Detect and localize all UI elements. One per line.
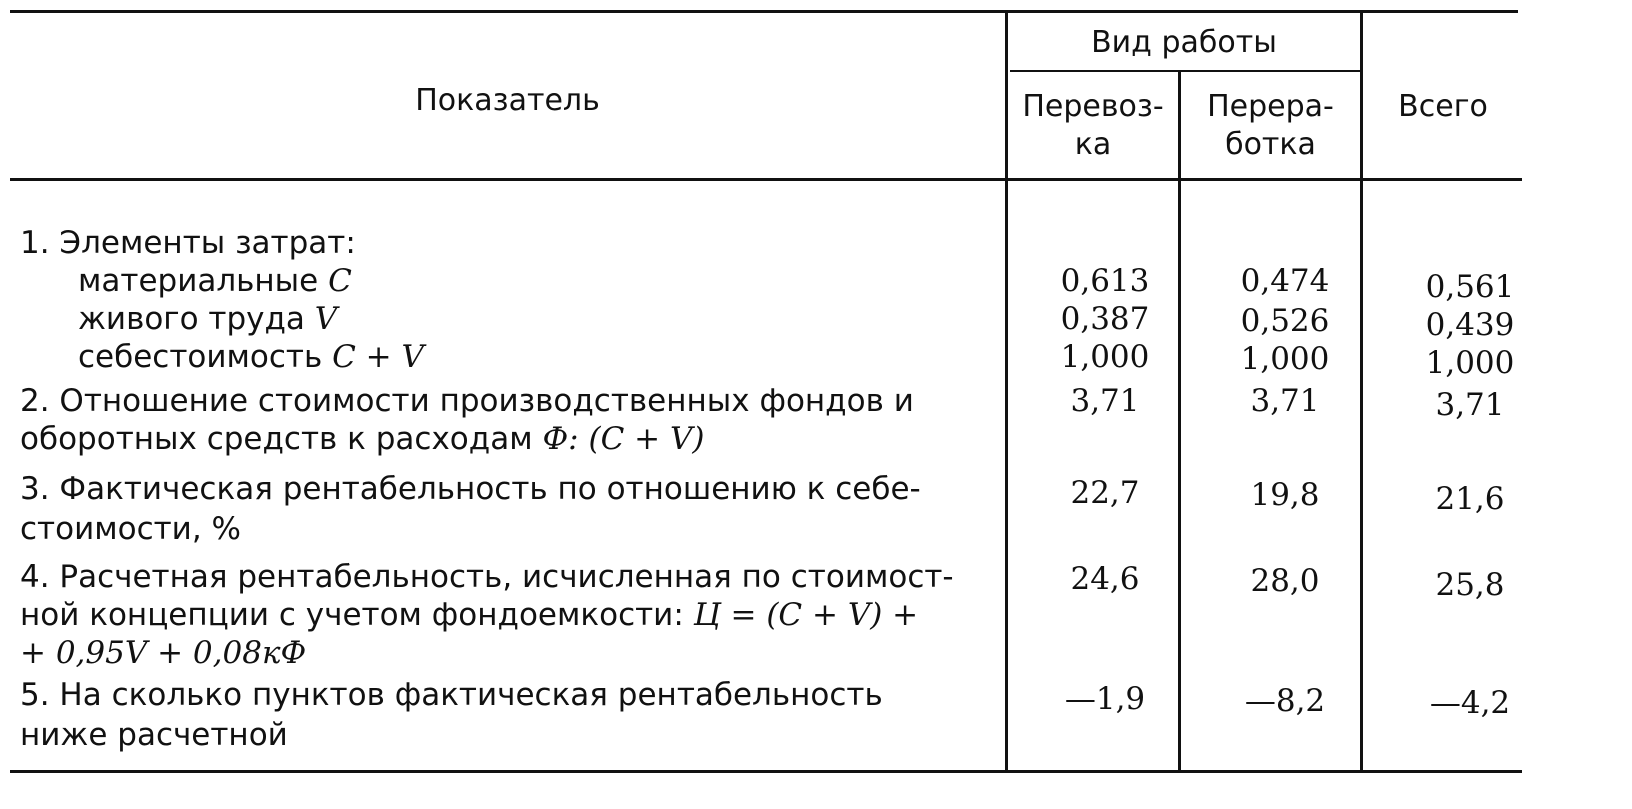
- row-2-transport: 3,71: [1070, 383, 1140, 419]
- row-3-line-1: 3. Фактическая рентабельность по отношению к себе-: [20, 471, 921, 507]
- row-materials-text: материальные: [78, 263, 329, 299]
- header-transport: Перевоз- ка: [1022, 89, 1164, 162]
- row-4-processing: 28,0: [1250, 563, 1320, 599]
- row-1-label: 1. Элементы затрат:: [20, 225, 356, 261]
- row-labor-total: 0,439: [1425, 307, 1515, 343]
- row-4-formula-a: Ц = (C + V) +: [693, 597, 919, 633]
- row-2-formula: Ф: (C + V): [542, 421, 705, 457]
- row-cost-total: 1,000: [1425, 345, 1515, 381]
- row-2-line-2: [20, 420, 704, 458]
- row-labor-label: [78, 300, 337, 338]
- row-cost-transport: 1,000: [1060, 339, 1150, 375]
- row-labor-symbol: V: [314, 301, 338, 337]
- row-4-line-2: [20, 596, 918, 634]
- bottom-rule: [10, 770, 1522, 773]
- row-4-line-1: 4. Расчетная рентабельность, исчисленная по стоимост-: [20, 559, 954, 595]
- row-materials-symbol: C: [328, 263, 352, 299]
- header-bottom-rule: [10, 178, 1522, 181]
- row-2-total: 3,71: [1435, 387, 1505, 423]
- row-materials-processing: 0,474: [1240, 263, 1330, 299]
- row-cost-processing: 1,000: [1240, 341, 1330, 377]
- row-materials-total: 0,561: [1425, 269, 1515, 305]
- row-5-line-2: ниже расчетной: [20, 717, 288, 753]
- top-rule: [10, 10, 1518, 13]
- column-divider-2: [1178, 72, 1181, 770]
- row-5-line-1: 5. На сколько пунктов фактическая рентабельность: [20, 677, 883, 713]
- row-4-total: 25,8: [1435, 567, 1505, 603]
- row-materials-label: [78, 262, 352, 300]
- header-processing: Перера- ботка: [1207, 89, 1334, 162]
- row-2-processing: 3,71: [1250, 383, 1320, 419]
- row-2-text: оборотных средств к расходам: [20, 421, 543, 457]
- subheader-rule: [1010, 70, 1362, 72]
- row-labor-processing: 0,526: [1240, 303, 1330, 339]
- header-work-type: Вид работы: [1091, 25, 1277, 60]
- row-4-formula-b: + 0,95V + 0,08кФ: [20, 635, 307, 671]
- row-3-transport: 22,7: [1070, 475, 1140, 511]
- row-3-processing: 19,8: [1250, 477, 1320, 513]
- row-4-transport: 24,6: [1070, 561, 1140, 597]
- row-4-text: ной концепции с учетом фондоемкости:: [20, 597, 694, 633]
- header-indicator: Показатель: [415, 83, 600, 118]
- row-cost-label: [78, 338, 424, 376]
- header-total: Всего: [1398, 89, 1488, 124]
- row-5-transport: —1,9: [1064, 681, 1146, 717]
- row-3-line-2: стоимости, %: [20, 511, 241, 547]
- row-labor-text: живого труда: [78, 301, 315, 337]
- row-cost-formula: C + V: [332, 339, 424, 375]
- row-cost-text: себестоимость: [78, 339, 333, 375]
- row-5-total: —4,2: [1429, 685, 1511, 721]
- row-4-line-3: [20, 634, 306, 672]
- row-materials-transport: 0,613: [1060, 263, 1150, 299]
- row-5-processing: —8,2: [1244, 683, 1326, 719]
- row-2-line-1: 2. Отношение стоимости производственных фондов и: [20, 383, 914, 419]
- row-3-total: 21,6: [1435, 481, 1505, 517]
- row-labor-transport: 0,387: [1060, 301, 1150, 337]
